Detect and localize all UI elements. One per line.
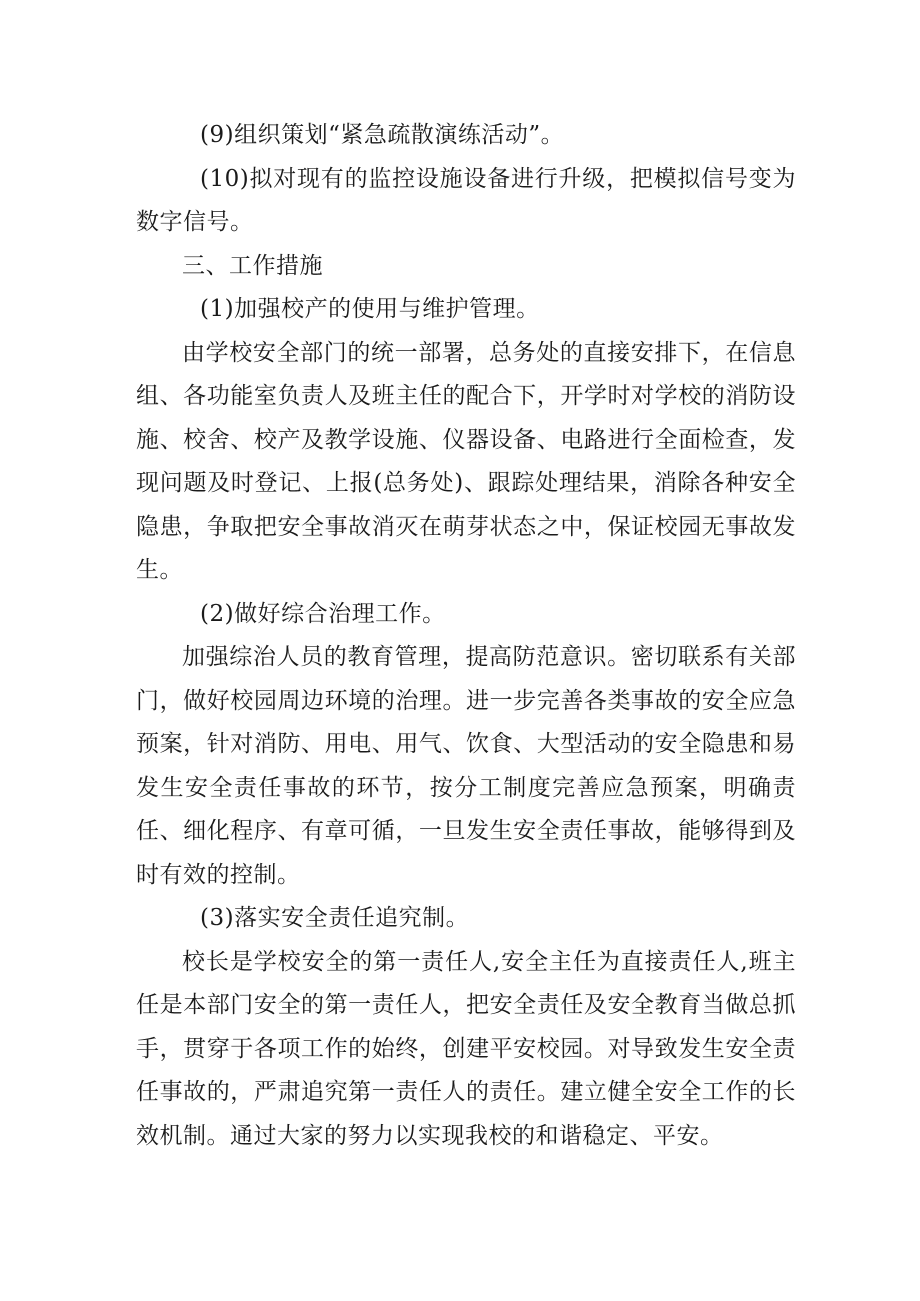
body-paragraph-2: 加强综治人员的教育管理，提高防范意识。密切联系有关部门，做好校园周边环境的治理。进一步完善各类事故的安全应急预案，针对消防、用电、用气、饮食、大型活动的安全隐患和易发生安全责任事故的环节，按分工制度完善应急预案，明确责任、细化程序、有章可循，一旦发生安全责任事故，能够得到及时有效的控制。 [136, 644, 796, 888]
subheading-3: (3)落实安全责任追究制。 [200, 905, 470, 931]
document-body [136, 114, 796, 1158]
section-heading: 三、工作措施 [182, 252, 323, 279]
subheading-2: (2)做好综合治理工作。 [200, 600, 446, 627]
body-paragraph-3: 校长是学校安全的第一责任人,安全主任为直接责任人,班主任是本部门安全的第一责任人，把安全责任及安全教育当做总抓手，贯穿于各项工作的始终，创建平安校园。对导致发生安全责任事故的，严肃追究第一责任人的责任。建立健全安全工作的长效机制。通过大家的努力以实现我校的和谐稳定、平安。 [136, 948, 796, 1149]
list-item-9: (9)组织策划“紧急疏散演练活动”。 [200, 122, 565, 148]
subheading-1: (1)加强校产的使用与维护管理。 [200, 296, 540, 322]
list-item-10: (10)拟对现有的监控设施设备进行升级，把模拟信号变为数字信号。 [136, 165, 796, 235]
body-paragraph-1: 由学校安全部门的统一部署，总务处的直接安排下，在信息组、各功能室负责人及班主任的配合下，开学时对学校的消防设施、校舍、校产及教学设施、仪器设备、电路进行全面检查，发现问题及时登记、上报(总务处)、跟踪处理结果，消除各种安全隐患，争取把安全事故消灭在萌芽状态之中，保证校园无事故发生。 [136, 339, 796, 583]
